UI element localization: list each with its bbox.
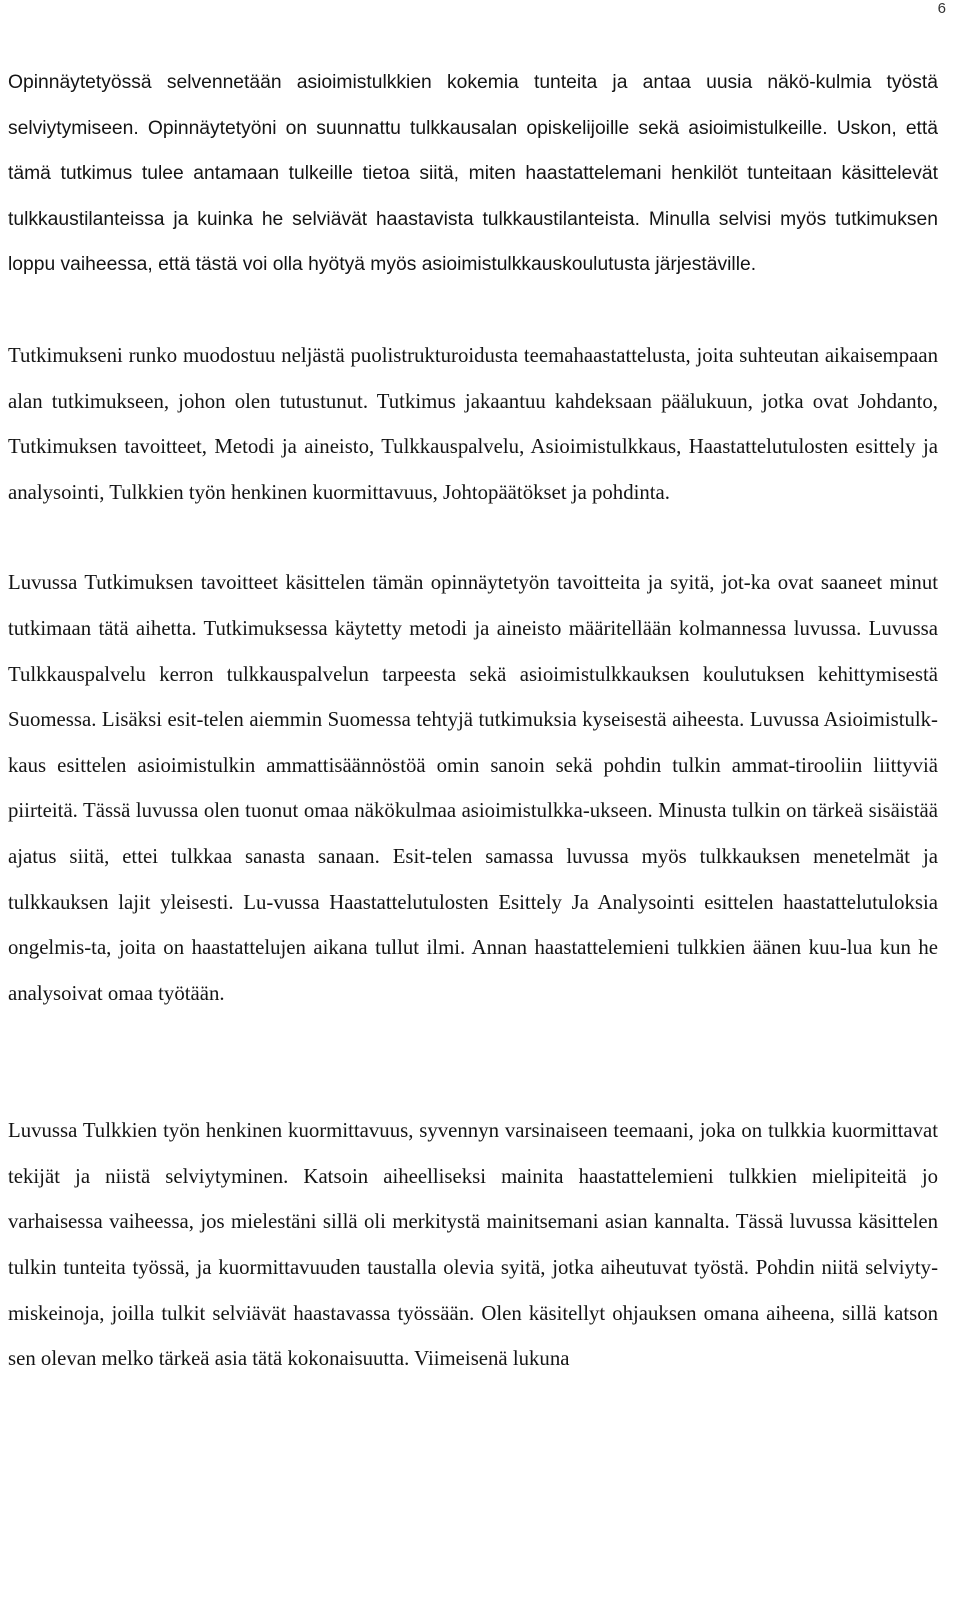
paragraph-structure: Tutkimukseni runko muodostuu neljästä puolistrukturoidusta teemahaastattelusta, joita suhteutan aikaisempaan alan tutkimukseen, johon olen tutustunut. Tutkimus jakaantuu kahdeksaan päälukuun, jotka ovat Johdanto, Tutkimuksen tavoitteet, Metodi ja aineisto, Tulkkauspalvelu, Asioimistulkkaus, Haastattelutulosten esittely ja analysointi, Tulkkien työn henkinen kuormittavuus, Johtopäätökset ja pohdinta. xyxy=(8,343,938,504)
paragraph-chapters: Luvussa Tutkimuksen tavoitteet käsittelen tämän opinnäytetyön tavoitteita ja syitä, jot-ka ovat saaneet minut tutkimaan tätä aihetta. Tutkimuksessa käytetty metodi ja aineisto määritellään kolmannessa luvussa. Luvussa Tulkkauspalvelu kerron tulkkauspalvelun tarpeesta sekä asioimistulkkauksen koulutuksen kehittymisestä Suomessa. Lisäksi esit-telen aiemmin Suomessa tehtyjä tutkimuksia kyseisestä aiheesta. Luvussa Asioimistulk-kaus esittelen asioimistulkin ammattisäännöstöä omin sanoin sekä pohdin tulkin ammat-tirooliin liittyviä piirteitä. Tässä luvussa olen tuonut omaa näkökulmaa asioimistulkka-ukseen. Minusta tulkin on tärkeä sisäistää ajatus siitä, ettei tulkkaa sanasta sanaan. Esit-telen samassa luvussa myös tulkkauksen menetelmät ja tulkkauksen lajit yleisesti. Lu-vussa Haastattelutulosten Esittely Ja Analysointi esittelen haastattelutuloksia ongelmis-ta, joita on haastattelujen aikana tullut ilmi. Annan haastattelemieni tulkkien äänen kuu-lua kun he analysoivat omaa työtään. xyxy=(8,571,938,1005)
paragraph-intro: Opinnäytetyössä selvennetään asioimistulkkien kokemia tunteita ja antaa uusia näkö-kulmia työstä selviytymiseen. Opinnäytetyöni on suunnattu tulkkausalan opiskelijoille sekä asioimistulkeille. Uskon, että tämä tutkimus tulee antamaan tulkeille tietoa siitä, miten haastattelemani henkilöt tunteitaan käsittelevät tulkkaustilanteissa ja kuinka he selviävät haastavista tulkkaustilanteista. Minulla selvisi myös tutkimuksen loppu vaiheessa, että tästä voi olla hyötyä myös asioimistulkkauskoulutusta järjestäville. xyxy=(8,72,938,276)
paragraph-workload: Luvussa Tulkkien työn henkinen kuormittavuus, syvennyn varsinaiseen teemaani, joka on tulkkia kuormittavat tekijät ja niistä selviytyminen. Katsoin aiheelliseksi mainita haastattelemieni tulkkien mielipiteitä jo varhaisessa vaiheessa, jos mielestäni sillä oli merkitystä mainitsemani asian kannalta. Tässä luvussa käsittelen tulkin tunteita työssä, ja kuormittavuuden taustalla olevia syitä, jotka aiheutuvat työstä. Pohdin niitä selviyty-miskeinoja, joilla tulkit selviävät haastavassa työssään. Olen käsitellyt ohjauksen omana aiheena, sillä katson sen olevan melko tärkeä asia tätä kokonaisuutta. Viimeisenä lukuna xyxy=(8,1119,938,1371)
page-number: 6 xyxy=(937,0,946,17)
